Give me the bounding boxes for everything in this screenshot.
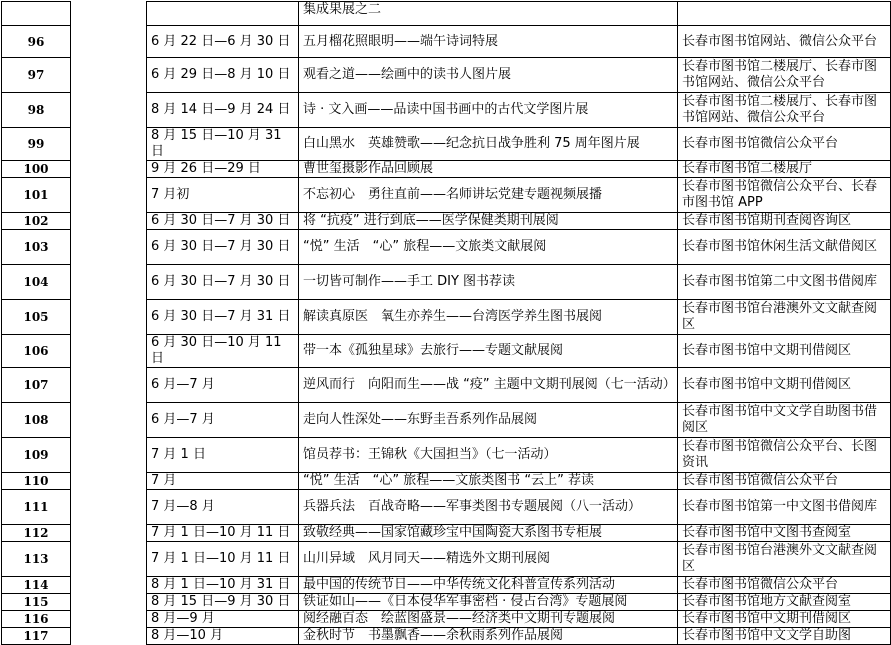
date-cell: 6 月—7 月: [147, 368, 299, 403]
table-row: [2, 438, 891, 473]
date-cell: 8 月 15 日—10 月 31 日: [147, 128, 299, 161]
date-cell: 6 月 22 日—6 月 30 日: [147, 26, 299, 58]
place-cell: 长春市图书馆中文期刊借阅区: [678, 368, 891, 403]
number-cell: 107: [2, 368, 71, 403]
title-cell: 集成果展之二: [299, 2, 678, 26]
table-row: [2, 58, 891, 93]
date-cell: 7 月初: [147, 178, 299, 213]
number-cell: 102: [2, 213, 71, 230]
number-cell: 106: [2, 335, 71, 368]
place-cell: 长春市图书馆第二中文图书借阅库: [678, 265, 891, 300]
title-cell: 逆风而行 向阳而生——战 “疫” 主题中文期刊展阅（七一活动）: [299, 368, 678, 403]
table-row: [2, 525, 891, 542]
place-cell: 长春市图书馆微信公众平台: [678, 577, 891, 594]
place-cell: 长春市图书馆微信公众平台: [678, 128, 891, 161]
number-cell: 103: [2, 230, 71, 265]
title-cell: 铁证如山——《日本侵华军事密档 · 侵占台湾》专题展阅: [299, 594, 678, 611]
blank-cell: [71, 161, 147, 178]
table-row: [2, 403, 891, 438]
place-cell: 长春市图书馆地方文献查阅室: [678, 594, 891, 611]
blank-cell: [71, 26, 147, 58]
number-cell: 111: [2, 490, 71, 525]
blank-cell: [71, 577, 147, 594]
title-cell: 解读真原医 氧生亦养生——台湾医学养生图书展阅: [299, 300, 678, 335]
date-cell: 8 月—9 月: [147, 611, 299, 628]
blank-cell: [71, 213, 147, 230]
blank-cell: [71, 265, 147, 300]
place-cell: 长春市图书馆网站、微信公众平台: [678, 26, 891, 58]
place-cell: 长春市图书馆第一中文图书借阅库: [678, 490, 891, 525]
place-cell: 长春市图书馆二楼展厅、长春市图书馆网站、微信公众平台: [678, 93, 891, 128]
table-row: [2, 542, 891, 577]
table-row: [2, 628, 891, 645]
number-cell: 96: [2, 26, 71, 58]
table-row: [2, 128, 891, 161]
number-cell: 110: [2, 473, 71, 490]
place-cell: 长春市图书馆台港澳外文文献查阅区: [678, 300, 891, 335]
date-cell: 8 月 15 日—9 月 30 日: [147, 594, 299, 611]
place-cell: 长春市图书馆中文期刊借阅区: [678, 611, 891, 628]
blank-cell: [71, 93, 147, 128]
table-row-continued: [2, 2, 891, 26]
place-cell: 长春市图书馆微信公众平台: [678, 473, 891, 490]
table-row: [2, 26, 891, 58]
date-cell: [147, 2, 299, 26]
number-cell: 115: [2, 594, 71, 611]
title-cell: 一切皆可制作——手工 DIY 图书荐读: [299, 265, 678, 300]
number-cell: 117: [2, 628, 71, 645]
blank-cell: [71, 438, 147, 473]
title-cell: 曹世玺摄影作品回顾展: [299, 161, 678, 178]
number-cell: 112: [2, 525, 71, 542]
blank-cell: [71, 594, 147, 611]
title-cell: 馆员荐书：王锦秋《大国担当》（七一活动）: [299, 438, 678, 473]
table-row: [2, 490, 891, 525]
number-cell: 97: [2, 58, 71, 93]
table-row: [2, 213, 891, 230]
number-cell: 104: [2, 265, 71, 300]
title-cell: 不忘初心 勇往直前——名师讲坛党建专题视频展播: [299, 178, 678, 213]
table-row: [2, 611, 891, 628]
blank-cell: [71, 403, 147, 438]
blank-cell: [71, 178, 147, 213]
blank-cell: [71, 368, 147, 403]
date-cell: 6 月 30 日—7 月 31 日: [147, 300, 299, 335]
date-cell: 6 月 30 日—7 月 30 日: [147, 213, 299, 230]
date-cell: 6 月 30 日—10 月 11 日: [147, 335, 299, 368]
place-cell: 长春市图书馆二楼展厅、长春市图书馆网站、微信公众平台: [678, 58, 891, 93]
title-cell: 山川异域 风月同天——精选外文期刊展阅: [299, 542, 678, 577]
blank-cell: [71, 128, 147, 161]
blank-cell: [71, 473, 147, 490]
table-row: [2, 300, 891, 335]
date-cell: 7 月: [147, 473, 299, 490]
place-cell: 长春市图书馆中文文学自助图书借阅区: [678, 403, 891, 438]
blank-cell: [71, 2, 147, 26]
title-cell: 将 “抗疫” 进行到底——医学保健类期刊展阅: [299, 213, 678, 230]
date-cell: 8 月—10 月: [147, 628, 299, 645]
number-cell: 100: [2, 161, 71, 178]
title-cell: 阅经融百态 绘蓝图盛景——经济类中文期刊专题展阅: [299, 611, 678, 628]
date-cell: 7 月—8 月: [147, 490, 299, 525]
number-cell: [2, 2, 71, 26]
number-cell: 113: [2, 542, 71, 577]
title-cell: 五月榴花照眼明——端午诗词特展: [299, 26, 678, 58]
place-cell: 长春市图书馆二楼展厅: [678, 161, 891, 178]
table-row: [2, 335, 891, 368]
place-cell: 长春市图书馆微信公众平台、长图资讯: [678, 438, 891, 473]
blank-cell: [71, 300, 147, 335]
title-cell: “悦” 生活 “心” 旅程——文旅类图书 “云上” 荐读: [299, 473, 678, 490]
blank-cell: [71, 58, 147, 93]
table-row: [2, 161, 891, 178]
title-cell: 白山黑水 英雄赞歌——纪念抗日战争胜利 75 周年图片展: [299, 128, 678, 161]
place-cell: 长春市图书馆台港澳外文文献查阅区: [678, 542, 891, 577]
place-cell: 长春市图书馆微信公众平台、长春市图书馆 APP: [678, 178, 891, 213]
title-cell: 走向人性深处——东野圭吾系列作品展阅: [299, 403, 678, 438]
date-cell: 7 月 1 日—10 月 11 日: [147, 525, 299, 542]
number-cell: 109: [2, 438, 71, 473]
date-cell: 8 月 1 日—10 月 31 日: [147, 577, 299, 594]
number-cell: 98: [2, 93, 71, 128]
number-cell: 116: [2, 611, 71, 628]
blank-cell: [71, 628, 147, 645]
date-cell: 7 月 1 日—10 月 11 日: [147, 542, 299, 577]
table-row: [2, 230, 891, 265]
date-cell: 6 月 30 日—7 月 30 日: [147, 265, 299, 300]
table-row: [2, 577, 891, 594]
exhibition-table: [1, 1, 891, 645]
number-cell: 108: [2, 403, 71, 438]
title-cell: “悦” 生活 “心” 旅程——文旅类文献展阅: [299, 230, 678, 265]
blank-cell: [71, 230, 147, 265]
place-cell: 长春市图书馆中文期刊借阅区: [678, 335, 891, 368]
title-cell: 带一本《孤独星球》去旅行——专题文献展阅: [299, 335, 678, 368]
blank-cell: [71, 490, 147, 525]
table-row: [2, 368, 891, 403]
number-cell: 114: [2, 577, 71, 594]
table-row: [2, 93, 891, 128]
date-cell: 9 月 26 日—29 日: [147, 161, 299, 178]
table-row: [2, 473, 891, 490]
blank-cell: [71, 542, 147, 577]
blank-cell: [71, 525, 147, 542]
title-cell: 金秋时节 书墨飘香——余秋雨系列作品展阅: [299, 628, 678, 645]
title-cell: 兵器兵法 百战奇略——军事类图书专题展阅（八一活动）: [299, 490, 678, 525]
place-cell: 长春市图书馆休闲生活文献借阅区: [678, 230, 891, 265]
title-cell: 诗 · 文入画——品读中国书画中的古代文学图片展: [299, 93, 678, 128]
table-row: [2, 265, 891, 300]
number-cell: 105: [2, 300, 71, 335]
place-cell: 长春市图书馆中文图书查阅室: [678, 525, 891, 542]
title-cell: 观看之道——绘画中的读书人图片展: [299, 58, 678, 93]
place-cell: [678, 2, 891, 26]
blank-cell: [71, 335, 147, 368]
title-cell: 致敬经典——国家馆藏珍宝中国陶瓷大系图书专柜展: [299, 525, 678, 542]
table-row: [2, 594, 891, 611]
date-cell: 7 月 1 日: [147, 438, 299, 473]
place-cell: 长春市图书馆中文文学自助图: [678, 628, 891, 645]
date-cell: 6 月 30 日—7 月 30 日: [147, 230, 299, 265]
date-cell: 8 月 14 日—9 月 24 日: [147, 93, 299, 128]
number-cell: 101: [2, 178, 71, 213]
place-cell: 长春市图书馆期刊查阅咨询区: [678, 213, 891, 230]
blank-cell: [71, 611, 147, 628]
date-cell: 6 月—7 月: [147, 403, 299, 438]
table-row: [2, 178, 891, 213]
title-cell: 最中国的传统节日——中华传统文化科普宣传系列活动: [299, 577, 678, 594]
number-cell: 99: [2, 128, 71, 161]
date-cell: 6 月 29 日—8 月 10 日: [147, 58, 299, 93]
